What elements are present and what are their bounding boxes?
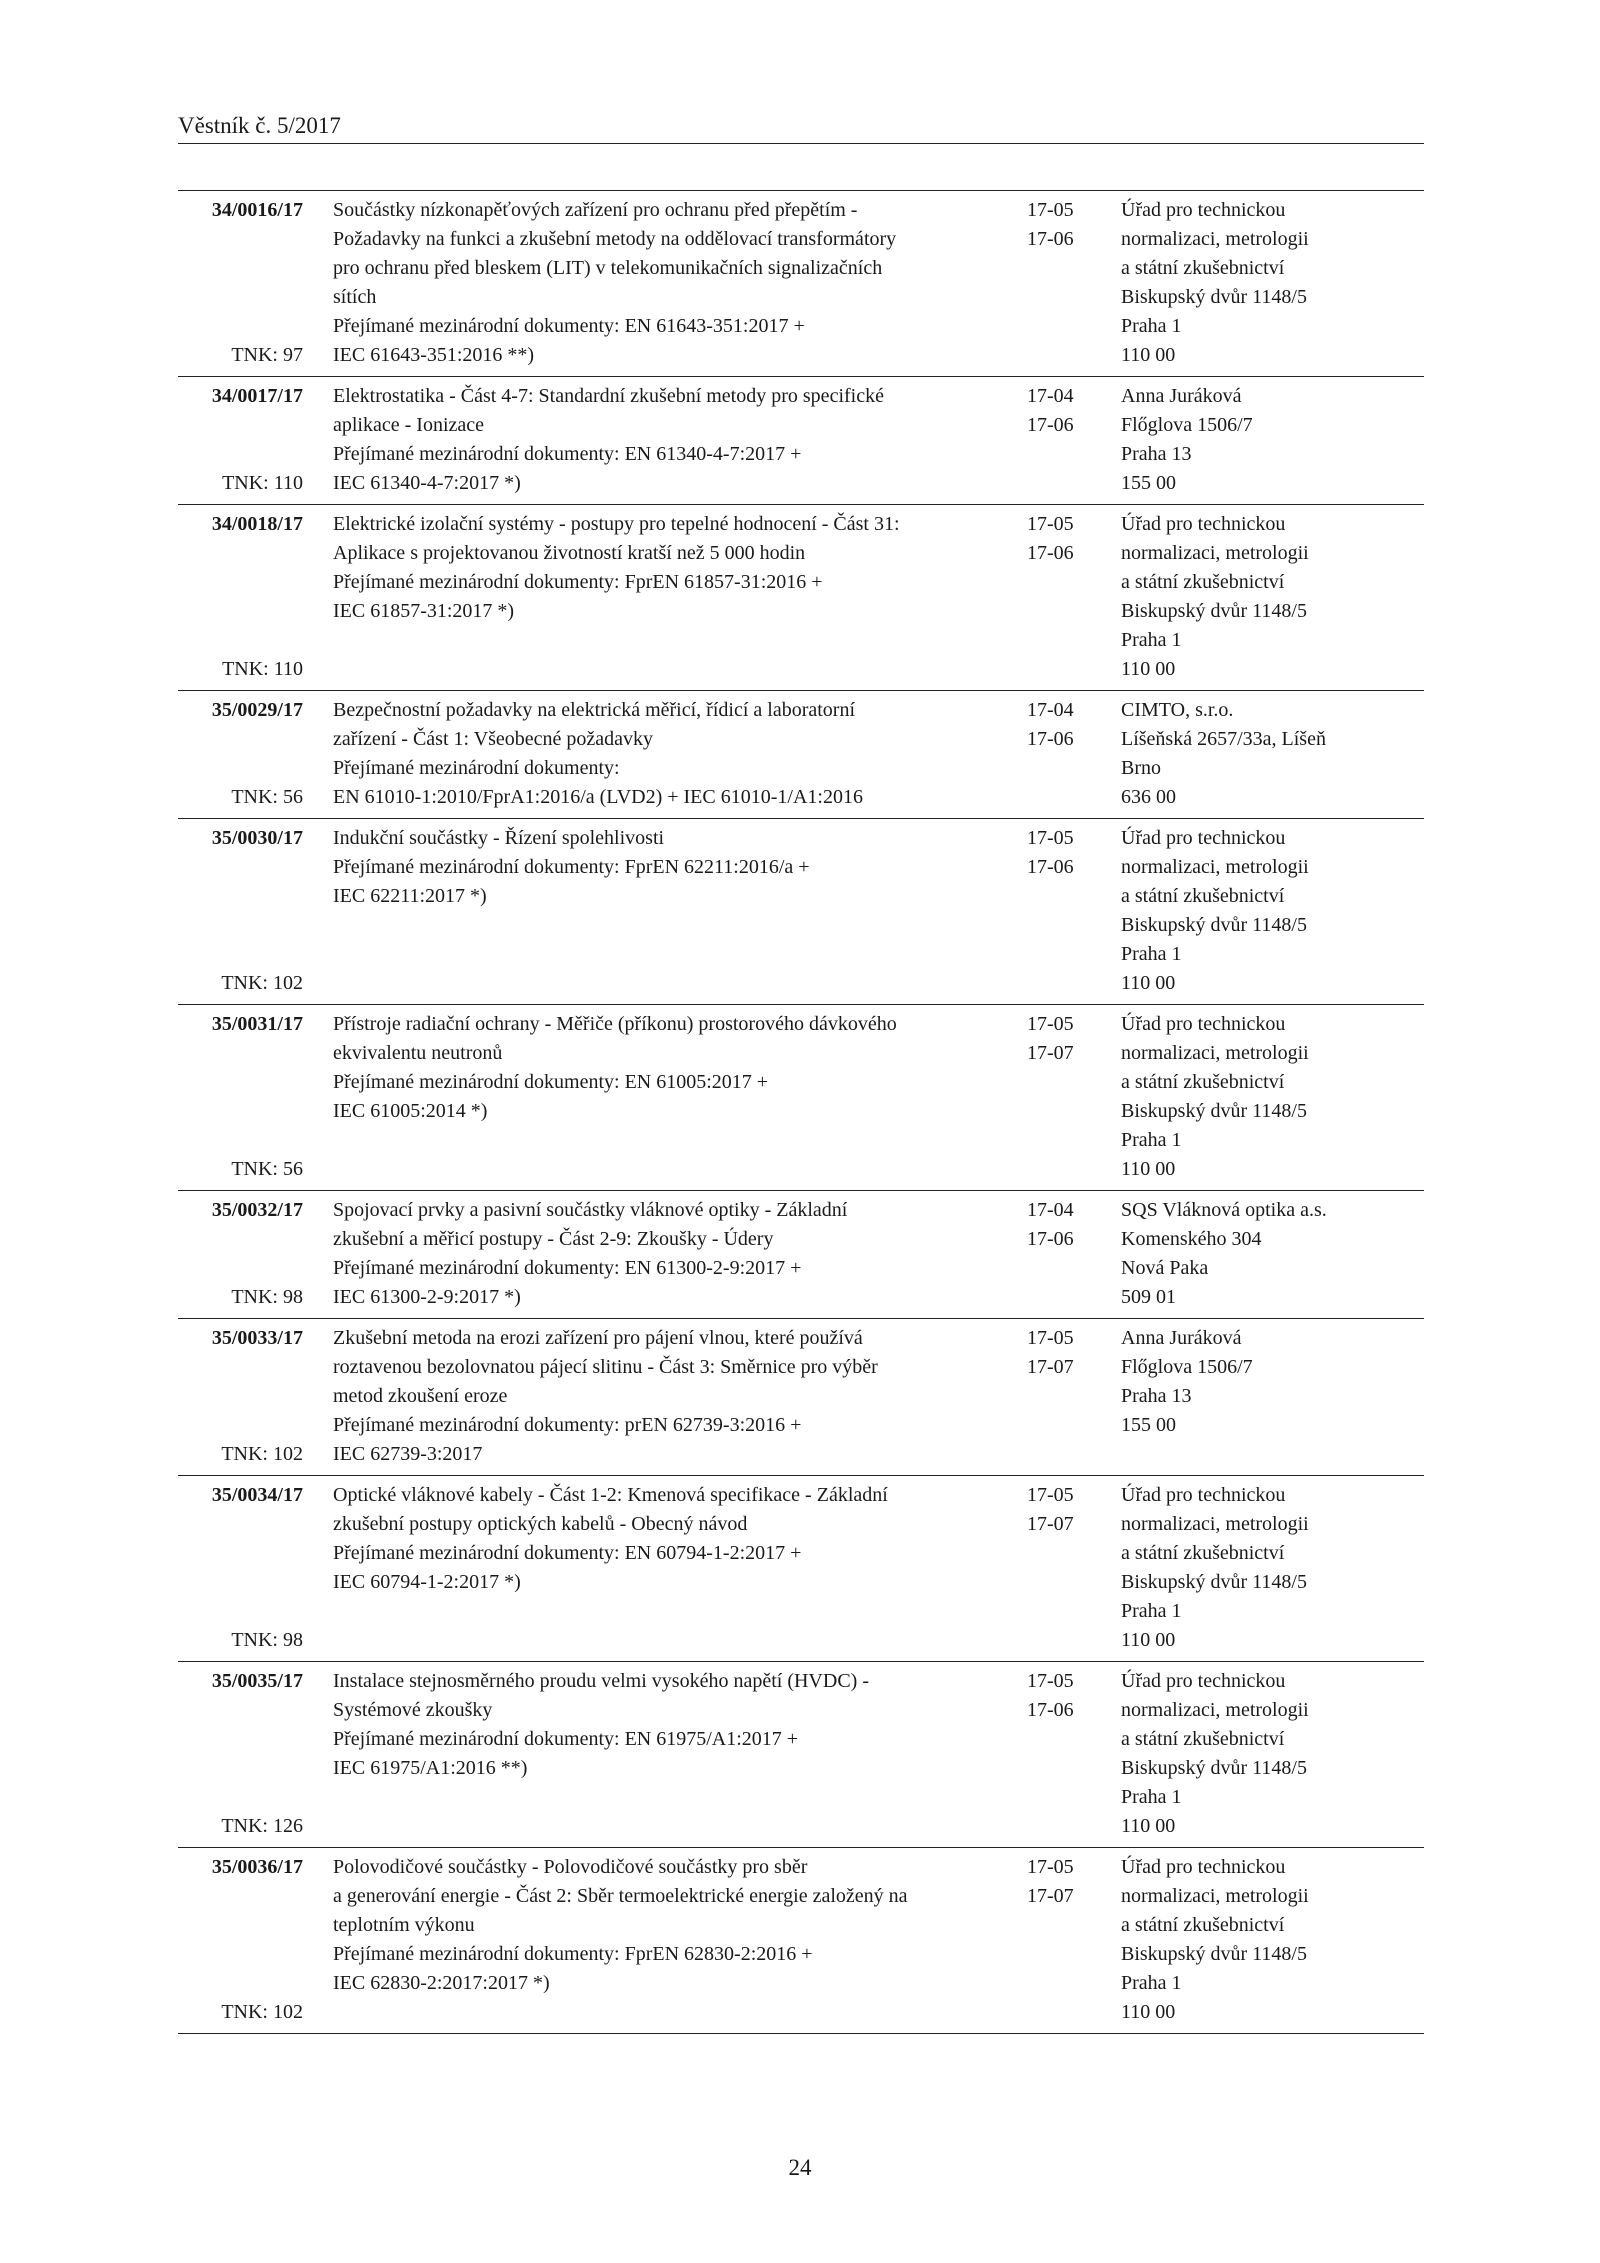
entry-organization-line: Biskupský dvůr 1148/5	[1121, 1757, 1307, 1779]
entry-title-line: pro ochranu před bleskem (LIT) v telekomunikačních signalizačních	[333, 257, 883, 279]
entry-title-cell	[303, 696, 1011, 812]
entry-id-cell	[178, 196, 303, 370]
entry-organization-line: Úřad pro technickou	[1121, 1013, 1286, 1035]
entry-organization-line: normalizaci, metrologii	[1121, 856, 1309, 878]
entry-title-line: Přejímané mezinárodní dokumenty: prEN 62739-3:2016 +	[333, 1414, 802, 1436]
entry-tnk: TNK: 102	[221, 1443, 303, 1465]
entry-code: 35/0033/17	[211, 1327, 303, 1349]
entry-date: 17-05	[1027, 1327, 1074, 1349]
entry-date: 17-06	[1027, 1228, 1074, 1250]
entry-title-line: Přejímané mezinárodní dokumenty: EN 61340-4-7:2017 +	[333, 443, 802, 465]
entry-title-line: Přejímané mezinárodní dokumenty: EN 60794-1-2:2017 +	[333, 1542, 802, 1564]
entry-title-line: Přejímané mezinárodní dokumenty: FprEN 61857-31:2016 +	[333, 571, 823, 593]
entry-code: 35/0036/17	[211, 1856, 303, 1878]
page-number: 24	[788, 2155, 812, 2180]
entry-title-cell	[303, 1196, 1011, 1312]
entry-id-cell	[178, 1010, 303, 1184]
entry-organization-line: normalizaci, metrologii	[1121, 542, 1309, 564]
entry-organization-line: Nová Paka	[1121, 1257, 1209, 1279]
entry-title-line: Bezpečnostní požadavky na elektrická měřicí, řídicí a laboratorní	[333, 699, 856, 721]
entry-date: 17-07	[1027, 1885, 1074, 1907]
entry-date: 17-06	[1027, 1699, 1074, 1721]
entry-title-line: zařízení - Část 1: Všeobecné požadavky	[333, 728, 654, 750]
entry-dates-cell	[1011, 196, 1121, 370]
entry-organization-line: Líšeňská 2657/33a, Líšeň	[1121, 728, 1326, 750]
entry-code: 34/0016/17	[211, 199, 303, 221]
entry-title-line: Polovodičové součástky - Polovodičové součástky pro sběr	[333, 1856, 808, 1878]
entry-title-line: IEC 61340-4-7:2017 *)	[333, 472, 521, 494]
entry-organization-line: Úřad pro technickou	[1121, 827, 1286, 849]
entry-organization-cell	[1121, 1324, 1424, 1469]
entry-title-line: Zkušební metoda na erozi zařízení pro pájení vlnou, které používá	[333, 1327, 863, 1349]
journal-title: Věstník č. 5/2017	[178, 113, 341, 138]
entry-title-line: Elektrostatika - Část 4-7: Standardní zkušební metody pro specifické	[333, 385, 884, 407]
entry-organization-line: CIMTO, s.r.o.	[1121, 699, 1234, 721]
entry-code: 34/0018/17	[211, 513, 303, 535]
entry-organization-line: a státní zkušebnictví	[1121, 1542, 1285, 1564]
entry-title-line: IEC 60794-1-2:2017 *)	[333, 1571, 521, 1593]
entry-title-line: roztavenou bezolovnatou pájecí slitinu - Část 3: Směrnice pro výběr	[333, 1356, 878, 1378]
entry-title-line: Elektrické izolační systémy - postupy pro tepelné hodnocení - Část 31:	[333, 513, 900, 535]
entry-title-line: Optické vláknové kabely - Část 1-2: Kmenová specifikace - Základní	[333, 1484, 888, 1506]
entry-organization-line: Praha 1	[1121, 1972, 1182, 1994]
entry-date: 17-04	[1027, 1199, 1074, 1221]
entry-organization-line: Praha 13	[1121, 443, 1192, 465]
entry-title-line: IEC 62211:2017 *)	[333, 885, 487, 907]
entry-id-cell	[178, 1324, 303, 1469]
entry-organization-line: Úřad pro technickou	[1121, 1856, 1286, 1878]
table-row	[178, 377, 1424, 505]
entry-dates-cell	[1011, 824, 1121, 998]
entry-organization-line: 110 00	[1121, 972, 1176, 994]
entry-title-cell	[303, 824, 1011, 998]
entry-organization-line: normalizaci, metrologii	[1121, 1513, 1309, 1535]
entry-title-line: IEC 61975/A1:2016 **)	[333, 1757, 528, 1779]
entry-organization-line: Úřad pro technickou	[1121, 1484, 1286, 1506]
entry-title-cell	[303, 1481, 1011, 1655]
page-header	[178, 112, 1424, 144]
entry-title-line: Součástky nízkonapěťových zařízení pro ochranu před přepětím -	[333, 199, 858, 221]
entry-date: 17-06	[1027, 728, 1074, 750]
entry-organization-cell	[1121, 696, 1424, 812]
entry-organization-line: 110 00	[1121, 344, 1176, 366]
table-row	[178, 1319, 1424, 1476]
entry-dates-cell	[1011, 1010, 1121, 1184]
entry-title-line: EN 61010-1:2010/FprA1:2016/a (LVD2) + IEC 61010-1/A1:2016	[333, 786, 863, 808]
entry-date: 17-05	[1027, 513, 1074, 535]
entry-organization-line: SQS Vláknová optika a.s.	[1121, 1199, 1327, 1221]
entry-organization-line: 110 00	[1121, 658, 1176, 680]
table-row	[178, 505, 1424, 691]
entry-organization-line: Praha 1	[1121, 629, 1182, 651]
entry-organization-line: a státní zkušebnictví	[1121, 1914, 1285, 1936]
entry-dates-cell	[1011, 1481, 1121, 1655]
entry-code: 35/0034/17	[211, 1484, 303, 1506]
entry-code: 35/0031/17	[211, 1013, 303, 1035]
entry-date: 17-06	[1027, 228, 1074, 250]
entry-organization-line: 636 00	[1121, 786, 1176, 808]
entry-organization-line: Úřad pro technickou	[1121, 199, 1286, 221]
entry-dates-cell	[1011, 1324, 1121, 1469]
entry-title-line: teplotním výkonu	[333, 1914, 475, 1936]
entry-organization-line: normalizaci, metrologii	[1121, 1885, 1309, 1907]
entry-code: 35/0035/17	[211, 1670, 303, 1692]
entry-date: 17-04	[1027, 385, 1074, 407]
entry-title-line: aplikace - Ionizace	[333, 414, 485, 436]
entry-tnk: TNK: 56	[231, 1158, 303, 1180]
entry-dates-cell	[1011, 1196, 1121, 1312]
entry-organization-line: Biskupský dvůr 1148/5	[1121, 914, 1307, 936]
entry-title-line: IEC 62739-3:2017	[333, 1443, 483, 1465]
entry-tnk: TNK: 110	[222, 472, 303, 494]
entry-title-line: zkušební a měřicí postupy - Část 2-9: Zkoušky - Údery	[333, 1228, 774, 1250]
table-row	[178, 819, 1424, 1005]
entry-organization-cell	[1121, 1481, 1424, 1655]
entry-organization-line: Úřad pro technickou	[1121, 1670, 1286, 1692]
table-row	[178, 1848, 1424, 2034]
entry-tnk: TNK: 97	[231, 344, 303, 366]
entry-date: 17-07	[1027, 1042, 1074, 1064]
entry-organization-line: Praha 13	[1121, 1385, 1192, 1407]
entry-title-cell	[303, 1324, 1011, 1469]
entry-title-line: IEC 61300-2-9:2017 *)	[333, 1286, 521, 1308]
entry-title-line: IEC 61643-351:2016 **)	[333, 344, 535, 366]
entry-organization-line: Biskupský dvůr 1148/5	[1121, 1571, 1307, 1593]
entry-code: 35/0029/17	[211, 699, 303, 721]
entry-title-cell	[303, 1667, 1011, 1841]
entry-title-line: Přejímané mezinárodní dokumenty: EN 61300-2-9:2017 +	[333, 1257, 802, 1279]
entry-organization-line: Praha 1	[1121, 1786, 1182, 1808]
entry-organization-line: Praha 1	[1121, 943, 1182, 965]
entry-dates-cell	[1011, 510, 1121, 684]
entry-title-cell	[303, 196, 1011, 370]
entry-organization-cell	[1121, 382, 1424, 498]
entry-organization-line: normalizaci, metrologii	[1121, 228, 1309, 250]
entry-code: 35/0032/17	[211, 1199, 303, 1221]
entry-title-cell	[303, 510, 1011, 684]
entry-dates-cell	[1011, 696, 1121, 812]
entry-title-line: sítích	[333, 286, 377, 308]
entry-title-line: a generování energie - Část 2: Sběr termoelektrické energie založený na	[333, 1885, 908, 1907]
entry-date: 17-05	[1027, 1484, 1074, 1506]
entry-organization-line: a státní zkušebnictví	[1121, 257, 1285, 279]
entry-title-line: Přejímané mezinárodní dokumenty: FprEN 62211:2016/a +	[333, 856, 810, 878]
entry-organization-line: Biskupský dvůr 1148/5	[1121, 600, 1307, 622]
entry-title-line: Instalace stejnosměrného proudu velmi vysokého napětí (HVDC) -	[333, 1670, 869, 1692]
entry-title-line: Systémové zkoušky	[333, 1699, 493, 1721]
entry-tnk: TNK: 126	[221, 1815, 303, 1837]
entry-organization-cell	[1121, 510, 1424, 684]
entry-organization-cell	[1121, 1667, 1424, 1841]
entry-organization-line: Praha 1	[1121, 315, 1182, 337]
entry-organization-line: Brno	[1121, 757, 1161, 779]
entry-title-line: metod zkoušení eroze	[333, 1385, 508, 1407]
entry-date: 17-04	[1027, 699, 1074, 721]
table-row	[178, 1476, 1424, 1662]
entry-organization-line: a státní zkušebnictví	[1121, 1728, 1285, 1750]
entry-organization-line: Anna Juráková	[1121, 1327, 1242, 1349]
entry-code: 35/0030/17	[211, 827, 303, 849]
entry-organization-cell	[1121, 196, 1424, 370]
entry-organization-line: 155 00	[1121, 1414, 1176, 1436]
entry-date: 17-05	[1027, 1856, 1074, 1878]
entry-title-line: Přejímané mezinárodní dokumenty: EN 61643-351:2017 +	[333, 315, 805, 337]
entry-organization-cell	[1121, 1196, 1424, 1312]
table-row	[178, 1662, 1424, 1848]
entry-title-line: Požadavky na funkci a zkušební metody na oddělovací transformátory	[333, 228, 897, 250]
entry-title-cell	[303, 382, 1011, 498]
entry-organization-line: Praha 1	[1121, 1129, 1182, 1151]
entry-id-cell	[178, 1853, 303, 2027]
entry-organization-line: a státní zkušebnictví	[1121, 885, 1285, 907]
entry-title-line: Přejímané mezinárodní dokumenty: EN 61005:2017 +	[333, 1071, 769, 1093]
entry-id-cell	[178, 1196, 303, 1312]
entry-id-cell	[178, 1481, 303, 1655]
table-row	[178, 1005, 1424, 1191]
entry-organization-line: 509 01	[1121, 1286, 1176, 1308]
entry-organization-line: 110 00	[1121, 2001, 1176, 2023]
entry-title-line: Přejímané mezinárodní dokumenty:	[333, 757, 620, 779]
entry-organization-cell	[1121, 1010, 1424, 1184]
entry-id-cell	[178, 824, 303, 998]
entry-title-line: Indukční součástky - Řízení spolehlivosti	[333, 827, 665, 849]
entry-date: 17-06	[1027, 414, 1074, 436]
entry-tnk: TNK: 98	[231, 1629, 303, 1651]
entry-id-cell	[178, 1667, 303, 1841]
entry-date: 17-05	[1027, 1013, 1074, 1035]
entry-title-line: Aplikace s projektovanou životností kratší než 5 000 hodin	[333, 542, 806, 564]
entry-organization-line: Anna Juráková	[1121, 385, 1242, 407]
entry-title-cell	[303, 1853, 1011, 2027]
entry-tnk: TNK: 102	[221, 2001, 303, 2023]
entry-organization-line: a státní zkušebnictví	[1121, 1071, 1285, 1093]
table-row	[178, 691, 1424, 819]
entry-organization-cell	[1121, 1853, 1424, 2027]
table-row	[178, 191, 1424, 377]
entry-organization-line: Úřad pro technickou	[1121, 513, 1286, 535]
entry-title-line: IEC 62830-2:2017:2017 *)	[333, 1972, 550, 1994]
entry-dates-cell	[1011, 1853, 1121, 2027]
entry-code: 34/0017/17	[211, 385, 303, 407]
entry-organization-line: 110 00	[1121, 1629, 1176, 1651]
entry-organization-line: normalizaci, metrologii	[1121, 1042, 1309, 1064]
entry-date: 17-07	[1027, 1356, 1074, 1378]
entry-title-line: IEC 61857-31:2017 *)	[333, 600, 515, 622]
entry-title-line: IEC 61005:2014 *)	[333, 1100, 488, 1122]
entry-date: 17-06	[1027, 542, 1074, 564]
entry-title-line: ekvivalentu neutronů	[333, 1042, 503, 1064]
entry-tnk: TNK: 98	[231, 1286, 303, 1308]
entry-tnk: TNK: 56	[231, 786, 303, 808]
entry-organization-line: a státní zkušebnictví	[1121, 571, 1285, 593]
entry-tnk: TNK: 102	[221, 972, 303, 994]
entry-tnk: TNK: 110	[222, 658, 303, 680]
entry-date: 17-06	[1027, 856, 1074, 878]
entry-date: 17-05	[1027, 199, 1074, 221]
entry-organization-line: normalizaci, metrologii	[1121, 1699, 1309, 1721]
entry-title-line: Přejímané mezinárodní dokumenty: EN 61975/A1:2017 +	[333, 1728, 799, 1750]
entry-organization-line: 155 00	[1121, 472, 1176, 494]
entry-title-line: Přístroje radiační ochrany - Měřiče (příkonu) prostorového dávkového	[333, 1013, 897, 1035]
entry-organization-line: Komenského 304	[1121, 1228, 1262, 1250]
entry-id-cell	[178, 510, 303, 684]
entry-organization-line: 110 00	[1121, 1158, 1176, 1180]
entry-title-line: Přejímané mezinárodní dokumenty: FprEN 62830-2:2016 +	[333, 1943, 813, 1965]
entry-organization-line: Biskupský dvůr 1148/5	[1121, 286, 1307, 308]
entry-id-cell	[178, 382, 303, 498]
entry-title-line: zkušební postupy optických kabelů - Obecný návod	[333, 1513, 748, 1535]
entry-organization-line: 110 00	[1121, 1815, 1176, 1837]
entry-dates-cell	[1011, 1667, 1121, 1841]
entry-organization-line: Flőglova 1506/7	[1121, 1356, 1253, 1378]
entry-organization-line: Praha 1	[1121, 1600, 1182, 1622]
entry-title-line: Spojovací prvky a pasivní součástky vláknové optiky - Základní	[333, 1199, 848, 1221]
entry-organization-line: Biskupský dvůr 1148/5	[1121, 1100, 1307, 1122]
entry-organization-line: Biskupský dvůr 1148/5	[1121, 1943, 1307, 1965]
entry-dates-cell	[1011, 382, 1121, 498]
entry-id-cell	[178, 696, 303, 812]
entry-title-cell	[303, 1010, 1011, 1184]
entry-date: 17-05	[1027, 827, 1074, 849]
entry-date: 17-07	[1027, 1513, 1074, 1535]
entry-organization-line: Flőglova 1506/7	[1121, 414, 1253, 436]
entry-date: 17-05	[1027, 1670, 1074, 1692]
standards-table	[178, 190, 1424, 2034]
entry-organization-cell	[1121, 824, 1424, 998]
table-row	[178, 1191, 1424, 1319]
